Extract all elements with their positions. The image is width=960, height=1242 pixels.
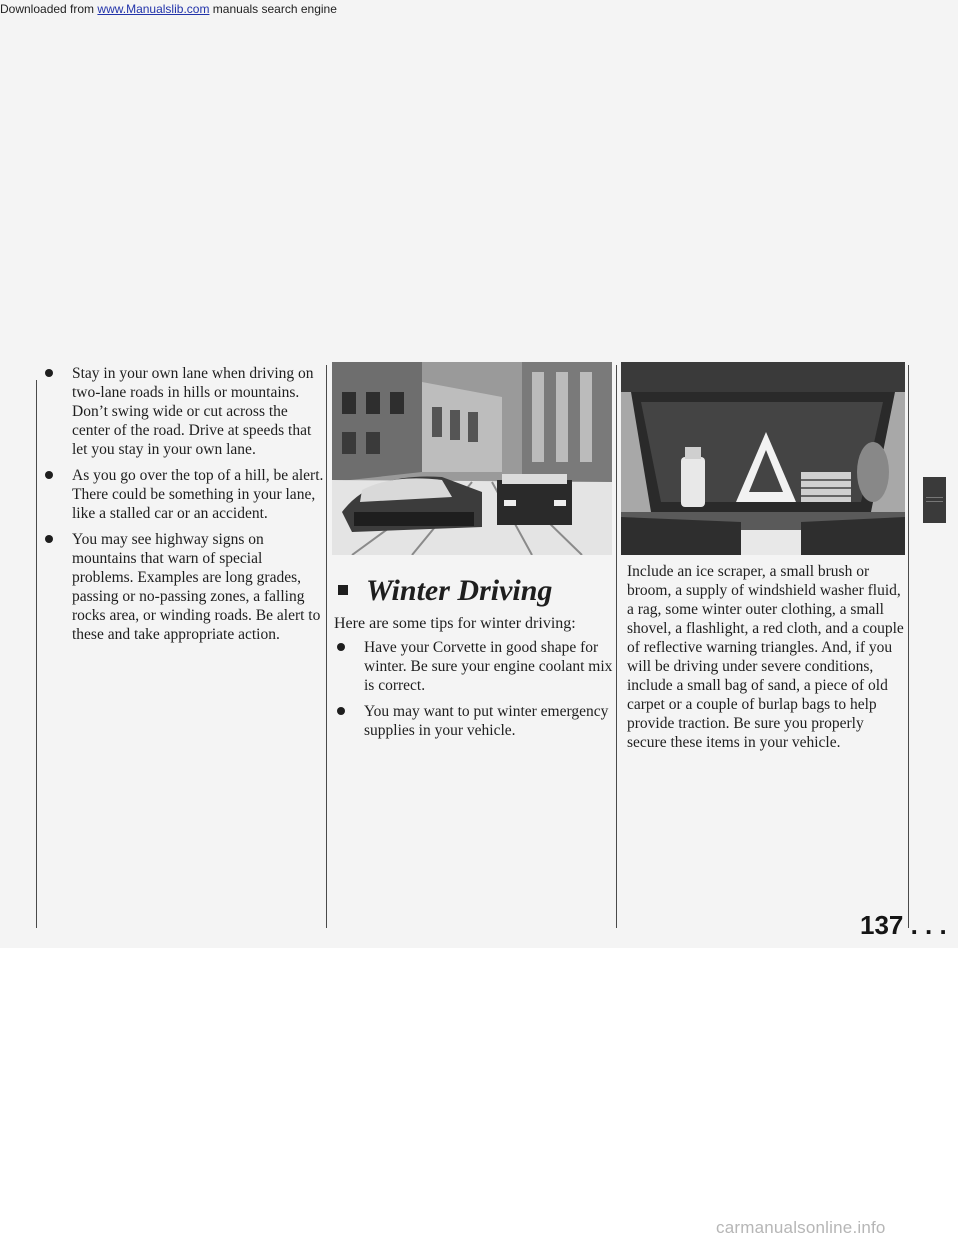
winter-tips [334,638,614,740]
section-heading: Winter Driving [334,574,614,608]
tab-stripe [926,501,943,502]
right-column [627,562,905,757]
trunk-supplies-illustration [621,362,905,555]
chapter-tab [923,477,946,523]
download-header: Downloaded from www.Manualslib.com manuals search engine [0,2,337,16]
left-column [42,364,324,651]
column-rule-far-right [908,365,909,928]
list-item: You may see highway signs on mountains that warn of special problems. Examples are long grades, passing or no-passing zones, a falling rocks area, or winding roads. Be alert to these and take appropriate action. [42,530,324,644]
supplies-paragraph: Include an ice scraper, a small brush or broom, a supply of windshield washer fluid, a rag, some winter outer clothing, a small shovel, a flashlight, a red cloth, and a couple of reflective warning triangles. And, if you will be driving under severe conditions, include a small bag of sand, a piece of old carpet or a couple of burlap bags to help provide traction. Be sure you properly secure these items in your vehicle. [627,563,904,751]
bullet-icon [337,643,345,651]
trunk-drawing [621,362,905,555]
column-rule-left [36,380,37,928]
bullet-icon [45,369,53,377]
column-rule-right [616,365,617,928]
page-number: 137 . . . [860,910,947,940]
footer-watermark: carmanualsonline.info [716,1218,886,1237]
manualslib-link[interactable]: www.Manualslib.com [97,2,210,16]
middle-column [334,574,614,747]
intro-text: Here are some tips for winter driving: [334,615,576,632]
list-item: You may want to put winter emergency supplies in your vehicle. [334,702,614,740]
bullet-icon [45,535,53,543]
list-item: Stay in your own lane when driving on two-lane roads in hills or mountains. Don’t swing wide or cut across the center of the road. Drive at speeds that let you stay in your own lane. [42,364,324,459]
column-rule-middle [326,365,327,928]
snowy-street-drawing [332,362,612,555]
winter-street-illustration [332,362,612,555]
list-item: Have your Corvette in good shape for winter. Be sure your engine coolant mix is correct. [334,638,614,695]
square-bullet-icon [338,585,348,595]
list-item: As you go over the top of a hill, be alert. There could be something in your lane, like a stalled car or an accident. [42,466,324,523]
hill-driving-tips [42,364,324,644]
bullet-icon [45,471,53,479]
bullet-icon [337,707,345,715]
tab-stripe [926,497,943,498]
